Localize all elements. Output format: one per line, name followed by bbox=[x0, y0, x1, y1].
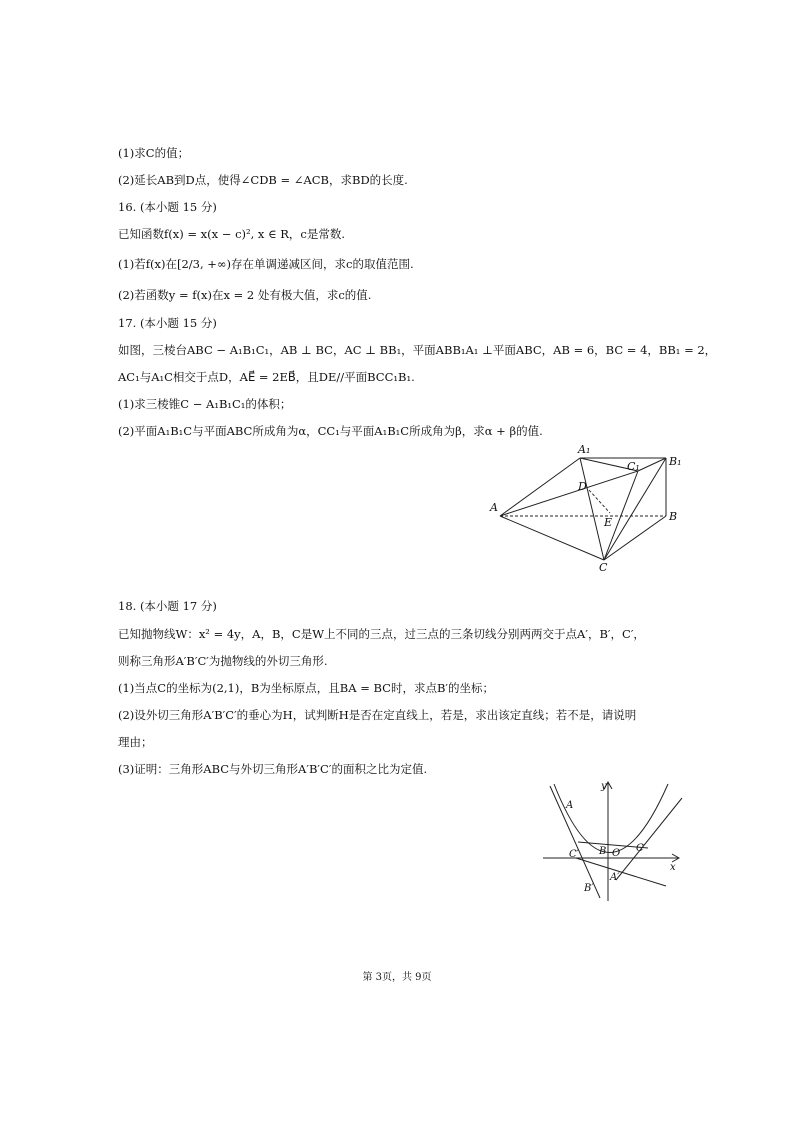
label-C-prime: C′ bbox=[569, 849, 579, 860]
line-6: (2)若函数y = f(x)在x = 2 处有极大值，求c的值. bbox=[118, 288, 372, 302]
line-16: (2)设外切三角形A′B′C′的垂心为H，试判断H是否在定直线上，若是，求出该定直线；若不是，请说明 bbox=[118, 708, 637, 722]
line-13: 已知抛物线W：x² = 4y，A，B，C是W上不同的三点，过三点的三条切线分别两两交于点A′，B′，C′， bbox=[118, 627, 645, 641]
q18-heading: 18. (本小题 17 分) bbox=[118, 599, 217, 613]
label-A: A bbox=[566, 800, 574, 811]
label-y: y bbox=[601, 781, 607, 792]
label-x: x bbox=[670, 862, 676, 873]
label-O: O bbox=[612, 848, 621, 859]
line-15: (1)当点C的坐标为(2,1)，B为坐标原点，且BA = BC时，求点B′的坐标； bbox=[118, 681, 495, 695]
parabola-figure bbox=[538, 776, 688, 906]
label-B1: B₁ bbox=[669, 455, 682, 468]
line-2: (2)延长AB到D点，使得∠CDB = ∠ACB，求BD的长度. bbox=[118, 173, 408, 187]
label-B-prime: B′ bbox=[584, 883, 594, 894]
label-B: B bbox=[669, 510, 678, 523]
page-footer: 第 3页，共 9页 bbox=[362, 972, 432, 983]
line-18: (3)证明：三角形ABC与外切三角形A′B′C′的面积之比为定值. bbox=[118, 762, 428, 776]
label-A-prime: A′ bbox=[610, 872, 620, 883]
label-A: A bbox=[490, 501, 498, 514]
line-1: (1)求C的值； bbox=[118, 146, 190, 160]
q17-heading: 17. (本小题 15 分) bbox=[118, 316, 217, 330]
line-17: 理由； bbox=[118, 735, 153, 749]
line-14: 则称三角形A′B′C′为抛物线的外切三角形. bbox=[118, 654, 328, 668]
line-8: 如图，三棱台ABC − A₁B₁C₁，AB ⊥ BC，AC ⊥ BB₁，平面ABB₁A₁ ⊥平面ABC，AB = 6，BC = 4，BB₁ = 2， bbox=[118, 343, 717, 357]
label-E: E bbox=[604, 516, 613, 529]
label-B: B bbox=[599, 846, 607, 857]
label-D: D bbox=[578, 480, 587, 493]
label-A1: A₁ bbox=[578, 443, 591, 456]
line-5: (1)若f(x)在[2/3, +∞)存在单调递减区间，求c的取值范围. bbox=[118, 257, 414, 271]
label-C: C bbox=[636, 843, 644, 854]
label-C1: C₁ bbox=[627, 460, 640, 473]
frustum-figure bbox=[488, 438, 688, 573]
q16-heading: 16. (本小题 15 分) bbox=[118, 200, 217, 214]
line-10: (1)求三棱锥C − A₁B₁C₁的体积； bbox=[118, 397, 292, 411]
label-C: C bbox=[599, 561, 608, 573]
line-9: AC₁与A₁C相交于点D，AE⃗ = 2EB⃗，且DE//平面BCC₁B₁. bbox=[118, 370, 415, 384]
line-11: (2)平面A₁B₁C与平面ABC所成角为α，CC₁与平面A₁B₁C所成角为β，求α + β的值. bbox=[118, 424, 543, 438]
line-4: 已知函数f(x) = x(x − c)², x ∈ R，c是常数. bbox=[118, 227, 345, 241]
